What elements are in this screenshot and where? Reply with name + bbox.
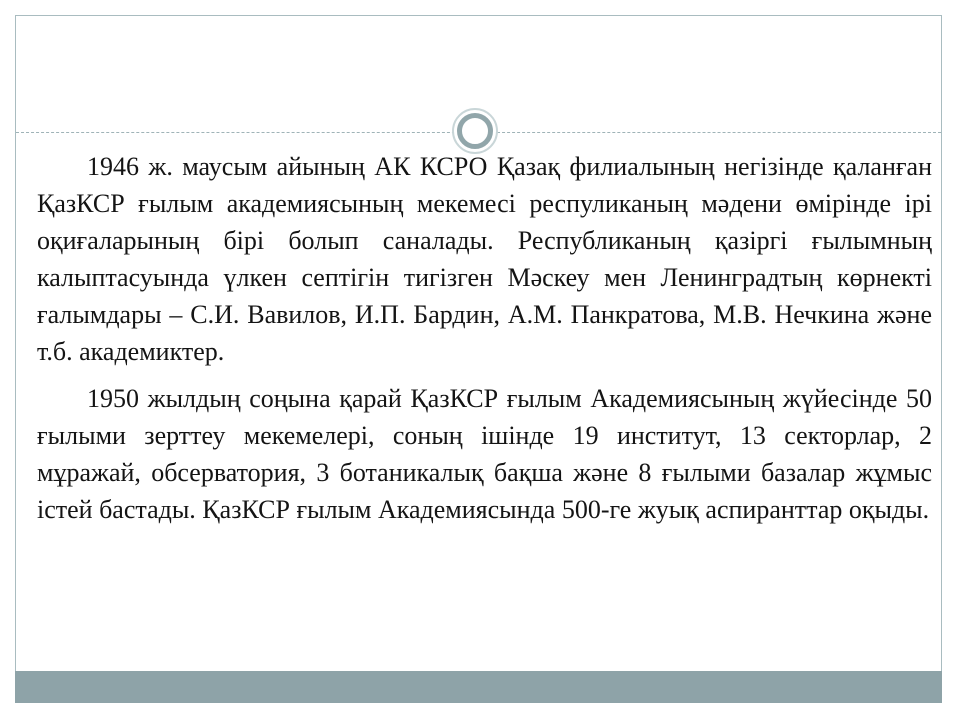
slide-body xyxy=(37,148,932,538)
paragraph-1950: 1950 жылдың соңына қарай ҚазКСР ғылым Академиясының жүйесінде 50 ғылыми зерттеу мекемелері, соның ішінде 19 институт, 13 секторлар, 2 мұражай, обсерватория, 3 ботаникалық бақша және 8 ғылыми базалар жұмыс істей бастады. ҚазКСР ғылым Академиясында 500-ге жуық аспиранттар оқыды. xyxy=(37,384,932,524)
paragraph-1946: 1946 ж. маусым айының АК КСРО Қазақ филиалының негізінде қаланған ҚазКСР ғылым академиясының мекемесі респуликаның мәдени өмірінде ірі оқиғаларының бірі болып саналады. Республиканың қазіргі ғылымның калыптасуында үлкен септігін тигізген Мәскеу мен Ленинградтың көрнекті ғалымдары – С.И. Вавилов, И.П. Бардин, А.М. Панкратова, М.В. Нечкина және т.б. академиктер. xyxy=(37,152,932,366)
circle-ring xyxy=(457,113,493,149)
footer-bar xyxy=(15,671,942,703)
